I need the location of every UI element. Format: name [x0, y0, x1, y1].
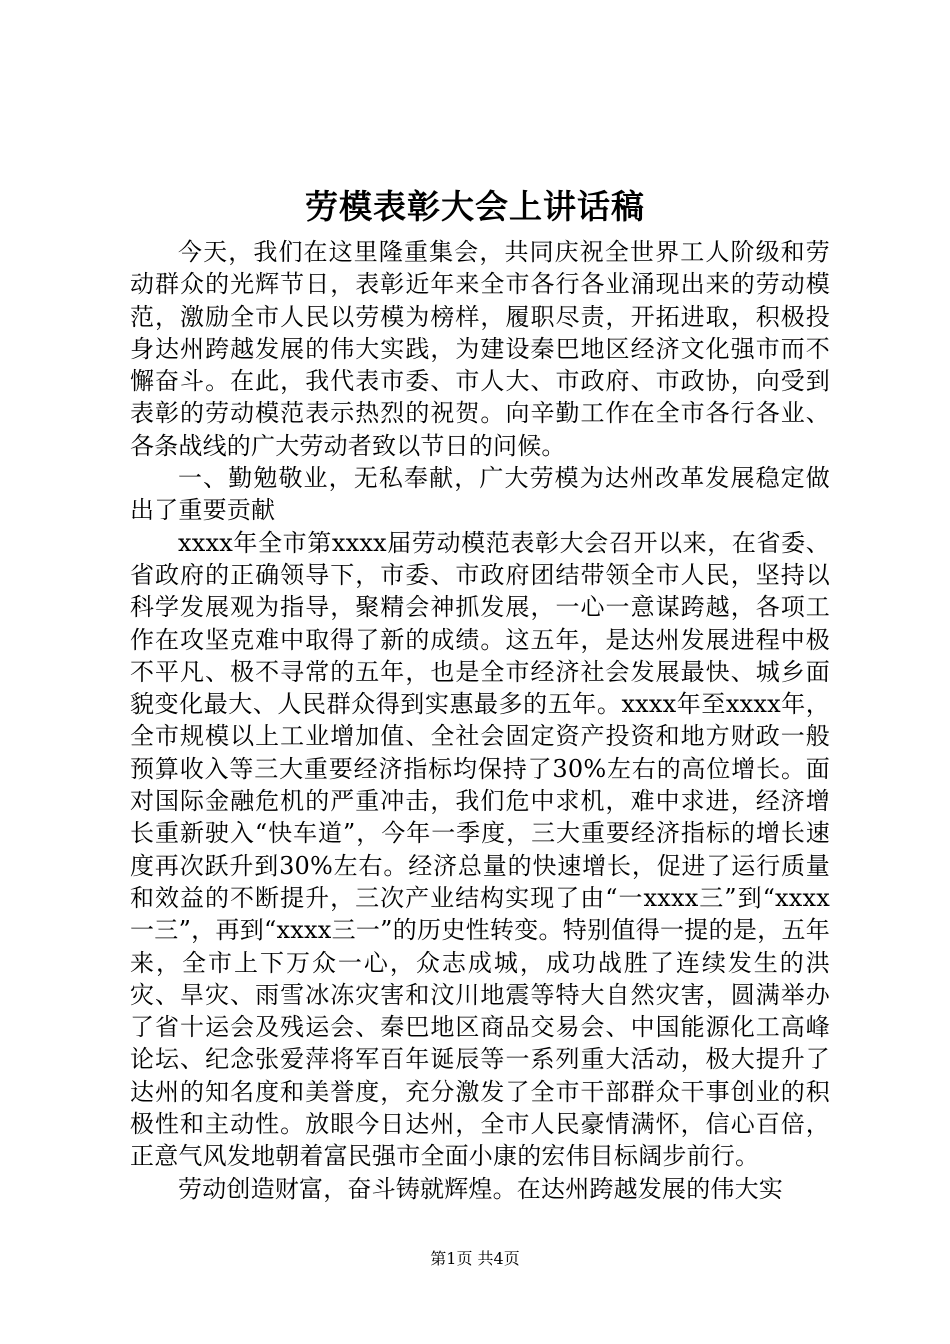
document-title: 劳模表彰大会上讲话稿: [305, 187, 645, 226]
paragraph-intro: 今天，我们在这里隆重集会，共同庆祝全世界工人阶级和劳动群众的光辉节日，表彰近年来全市各行各业涌现出来的劳动模范，激励全市人民以劳模为榜样，履职尽责，开拓进取，积极投身达州跨越发展的伟大实践，为建设秦巴地区经济文化强市而不懈奋斗。在此，我代表市委、市人大、市政府、市政协，向受到表彰的劳动模范表示热烈的祝贺。向辛勤工作在全市各行各业、各条战线的广大劳动者致以节日的问候。: [130, 238, 830, 460]
page-number-footer: 第1页 共4页: [430, 1249, 520, 1268]
paragraph-achievements: xxxx年全市第xxxx届劳动模范表彰大会召开以来，在省委、省政府的正确领导下，市委、市政府团结带领全市人民，坚持以科学发展观为指导，聚精会神抓发展，一心一意谋跨越，各项工作在攻坚克难中取得了新的成绩。这五年，是达州发展进程中极不平凡、极不寻常的五年，也是全市经济社会发展最快、城乡面貌变化最大、人民群众得到实惠最多的五年。xxxx年至xxxx年，全市规模以上工业增加值、全社会固定资产投资和地方财政一般预算收入等三大重要经济指标均保持了30%左右的高位增长。面对国际金融危机的严重冲击，我们危中求机，难中求进，经济增长重新驶入“快车道”，今年一季度，三大重要经济指标的增长速度再次跃升到30%左右。经济总量的快速增长，促进了运行质量和效益的不断提升，三次产业结构实现了由“一xxxx三”到“xxxx一三”，再到“xxxx三一”的历史性转变。特别值得一提的是，五年来，全市上下万众一心，众志成城，成功战胜了连续发生的洪灾、旱灾、雨雪冰冻灾害和汶川地震等特大自然灾害，圆满举办了省十运会及残运会、秦巴地区商品交易会、中国能源化工高峰论坛、纪念张爱萍将军百年诞辰等一系列重大活动，极大提升了达州的知名度和美誉度，充分激发了全市干部群众干事创业的积极性和主动性。放眼今日达州，全市人民豪情满怀，信心百倍，正意气风发地朝着富民强市全面小康的宏伟目标阔步前行。: [130, 528, 830, 1171]
paragraph-labor-creates-wealth: 劳动创造财富，奋斗铸就辉煌。在达州跨越发展的伟大实: [178, 1174, 783, 1203]
section-heading-one: 一、勤勉敬业，无私奉献，广大劳模为达州改革发展稳定做出了重要贡献: [130, 464, 830, 525]
document-body: [130, 236, 830, 1205]
